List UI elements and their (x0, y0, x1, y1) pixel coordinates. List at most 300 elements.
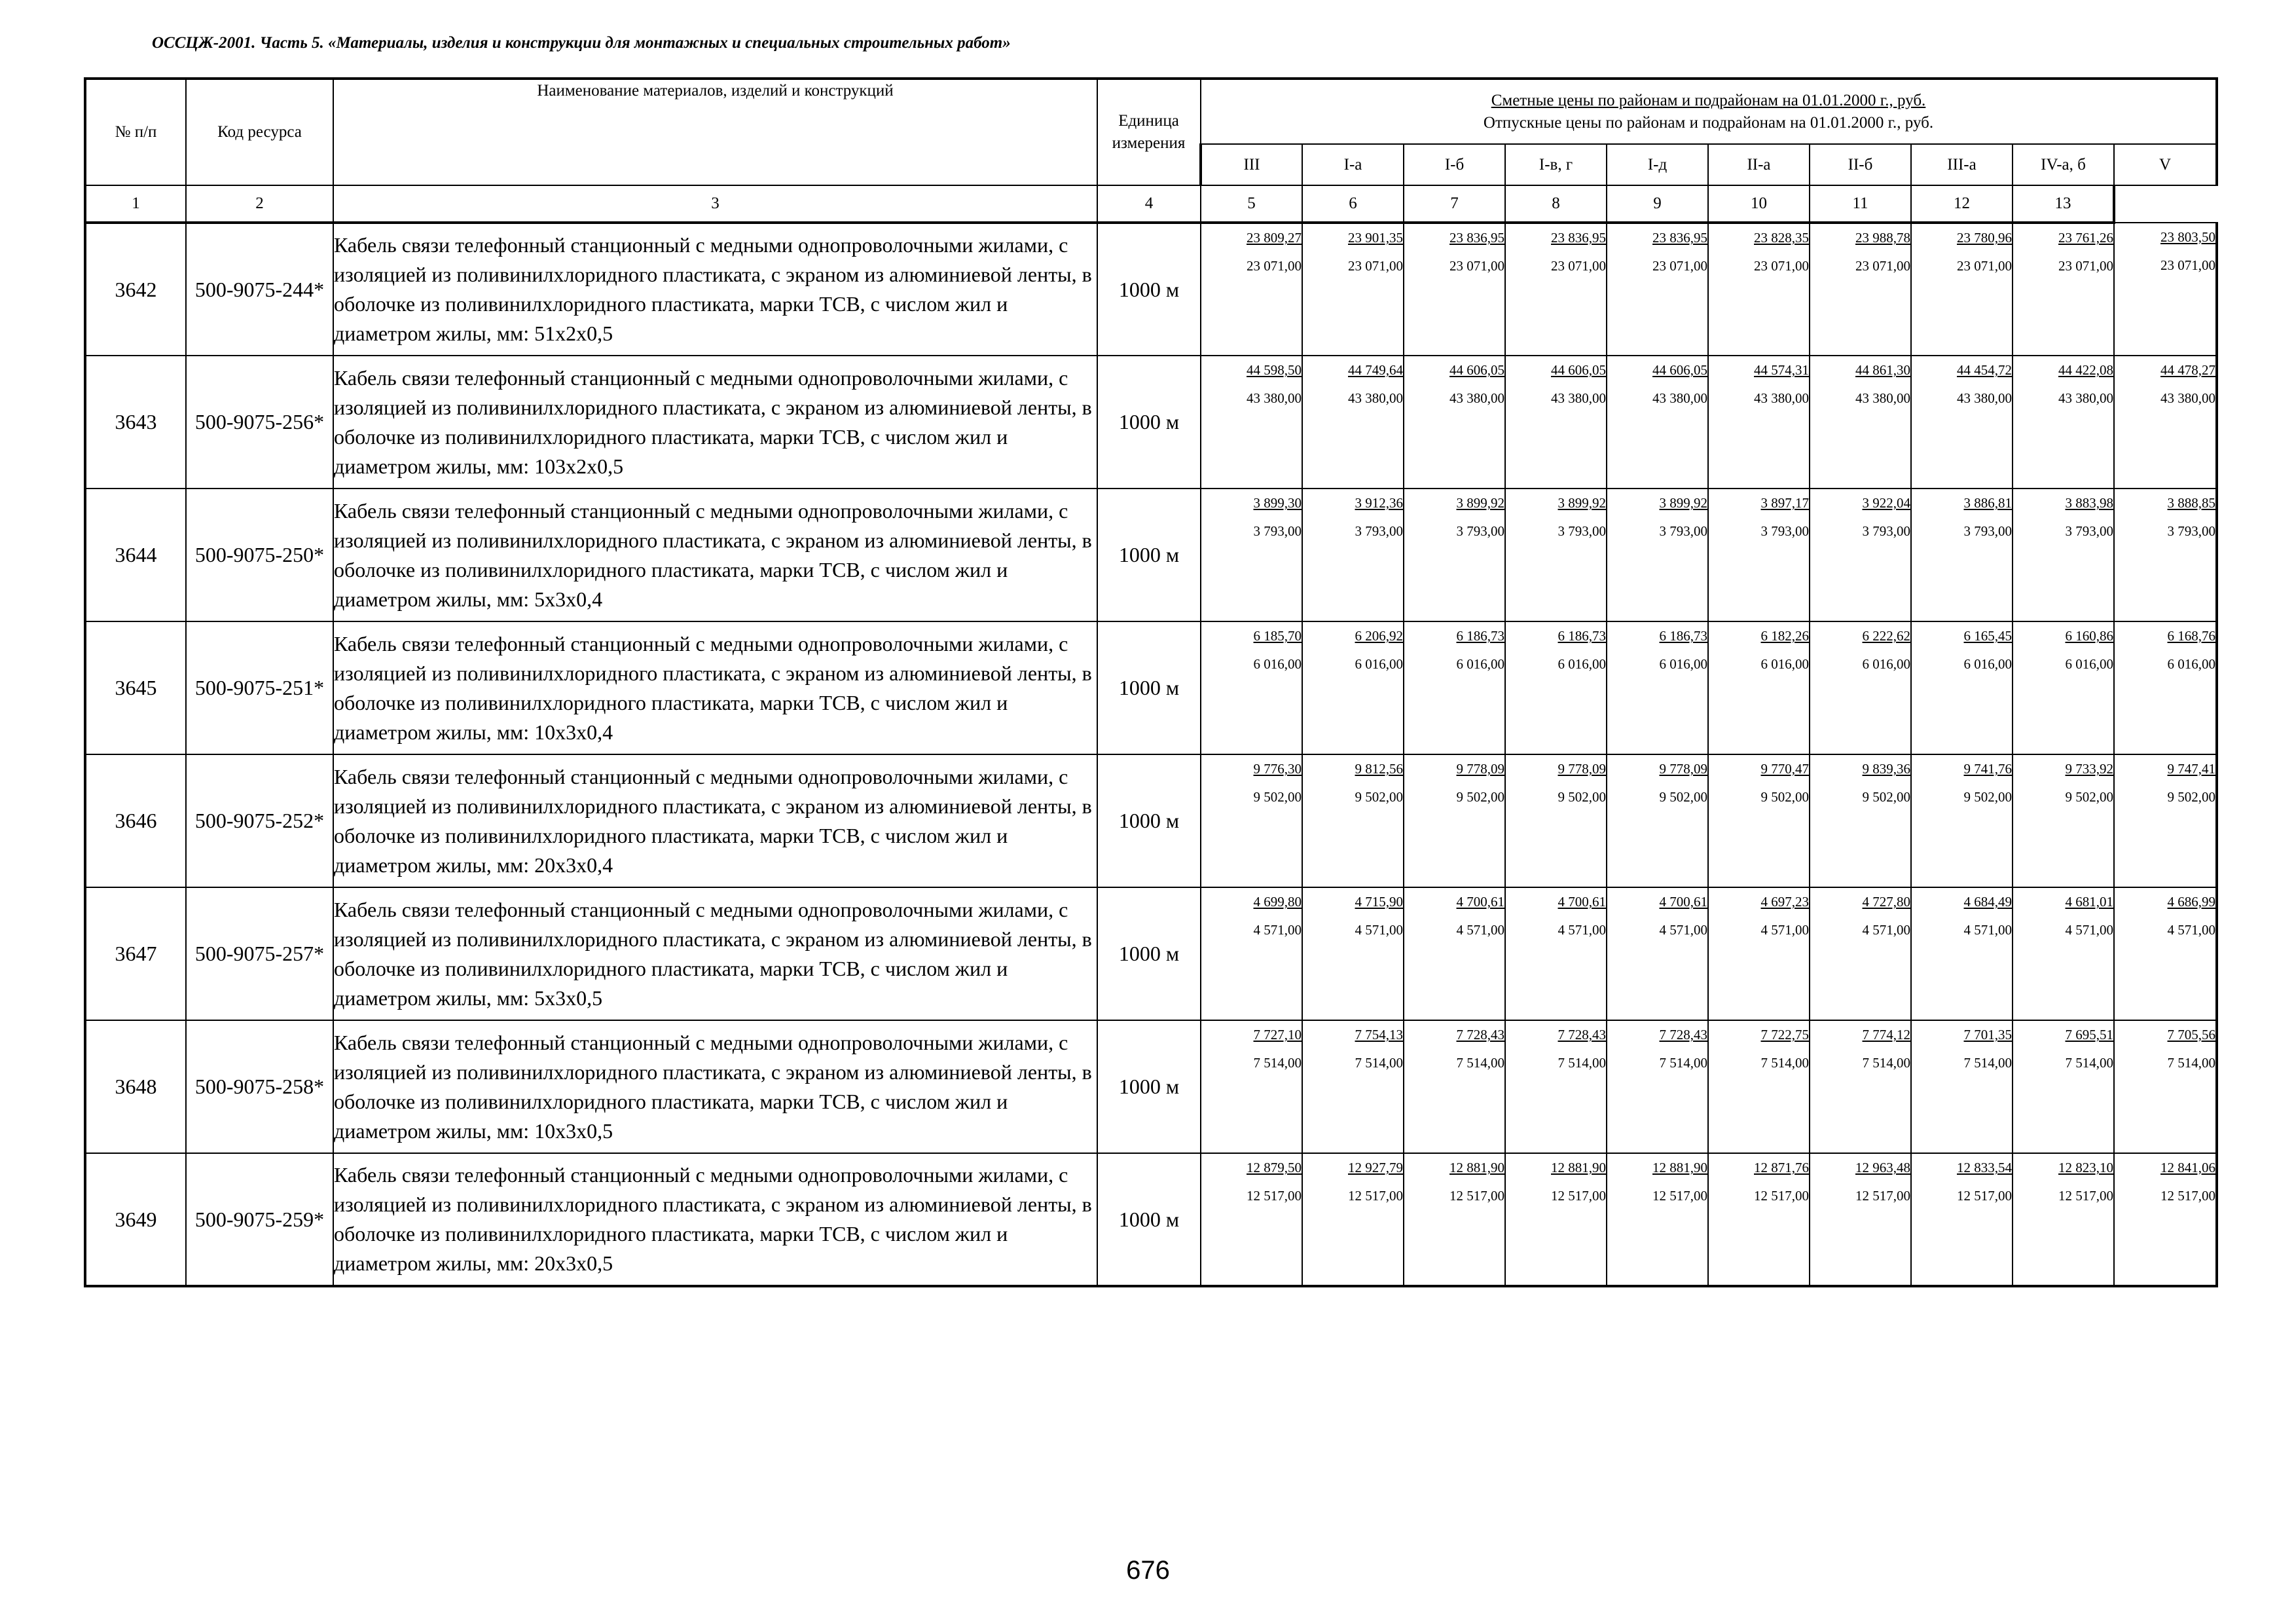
release-price: 9 502,00 (1456, 789, 1504, 805)
release-price: 6 016,00 (1355, 656, 1403, 672)
price-cell (2013, 223, 2114, 356)
estimate-price: 44 606,05 (1652, 362, 1707, 378)
estimate-price: 9 778,09 (1456, 761, 1504, 777)
price-cell (2013, 887, 2114, 1020)
release-price: 3 793,00 (1253, 523, 1302, 539)
release-price: 7 514,00 (1558, 1055, 1606, 1071)
release-price: 7 514,00 (1862, 1055, 1910, 1071)
estimate-price: 3 897,17 (1760, 495, 1809, 511)
unit-of-measure: 1000 м (1097, 887, 1201, 1020)
release-price: 7 514,00 (2065, 1055, 2113, 1071)
price-cell (1201, 1020, 1302, 1153)
resource-code: 500-9075-251* (186, 621, 333, 754)
estimate-price: 7 728,43 (1456, 1027, 1504, 1043)
release-price: 7 514,00 (1456, 1055, 1504, 1071)
estimate-price: 44 478,27 (2160, 362, 2216, 378)
estimate-price: 12 871,76 (1754, 1160, 1809, 1175)
column-numbers-row (85, 185, 2217, 223)
price-cell (1810, 223, 1911, 356)
table-row (85, 223, 2217, 356)
row-number: 3649 (85, 1153, 186, 1286)
column-number: 3 (333, 185, 1097, 223)
price-cell (1201, 356, 1302, 489)
document-header: ОССЦЖ-2001. Часть 5. «Материалы, изделия и конструкции для монтажных и специальных строительных работ» (152, 34, 1011, 52)
item-name: Кабель связи телефонный станционный с медными однопроволочными жилами, с изоляцией из поливинилхлоридного пластиката, с экраном из алюминиевой ленты, в оболочке из поливинилхлоридного пластиката, марки ТСВ, с числом жил и диаметром жилы, мм: 20х3х0,5 (333, 1153, 1097, 1286)
estimate-price: 7 728,43 (1659, 1027, 1707, 1043)
price-cell (1505, 1153, 1607, 1286)
region-header: II-б (1810, 144, 1911, 185)
table-row (85, 1020, 2217, 1153)
release-price: 4 571,00 (1659, 922, 1707, 938)
price-cell (1911, 754, 2013, 887)
unit-of-measure: 1000 м (1097, 356, 1201, 489)
price-cell (1302, 223, 1404, 356)
price-cell (1201, 754, 1302, 887)
estimate-price: 4 686,99 (2167, 894, 2216, 910)
price-cell (1302, 1153, 1404, 1286)
release-price: 23 071,00 (1348, 258, 1403, 274)
estimate-price: 7 695,51 (2065, 1027, 2113, 1043)
resource-code: 500-9075-256* (186, 356, 333, 489)
row-number: 3646 (85, 754, 186, 887)
estimate-price: 3 899,92 (1456, 495, 1504, 511)
price-cell (1404, 621, 1505, 754)
estimate-price: 23 828,35 (1754, 230, 1809, 246)
item-name: Кабель связи телефонный станционный с медными однопроволочными жилами, с изоляцией из поливинилхлоридного пластиката, с экраном из алюминиевой ленты, в оболочке из поливинилхлоридного пластиката, марки ТСВ, с числом жил и диаметром жилы, мм: 10х3х0,5 (333, 1020, 1097, 1153)
price-cell (2013, 621, 2114, 754)
release-price: 7 514,00 (1760, 1055, 1809, 1071)
price-cell (1404, 754, 1505, 887)
resource-code: 500-9075-259* (186, 1153, 333, 1286)
row-number: 3647 (85, 887, 186, 1020)
unit-of-measure: 1000 м (1097, 621, 1201, 754)
price-cell (2013, 1153, 2114, 1286)
release-price: 43 380,00 (1449, 390, 1504, 406)
estimate-price: 9 741,76 (1963, 761, 2012, 777)
price-cell (1708, 223, 1810, 356)
estimate-price: 9 812,56 (1355, 761, 1403, 777)
price-cell (2114, 489, 2217, 621)
row-number: 3643 (85, 356, 186, 489)
estimate-price: 4 715,90 (1355, 894, 1403, 910)
region-header: II-а (1708, 144, 1810, 185)
price-cell (1404, 356, 1505, 489)
price-cell (1708, 1153, 1810, 1286)
price-cell (1302, 887, 1404, 1020)
table-row (85, 489, 2217, 621)
release-price: 4 571,00 (1760, 922, 1809, 938)
release-price: 4 571,00 (1253, 922, 1302, 938)
column-number: 4 (1097, 185, 1201, 223)
estimate-price: 6 185,70 (1253, 628, 1302, 644)
estimate-price: 3 922,04 (1862, 495, 1910, 511)
resource-code: 500-9075-244* (186, 223, 333, 356)
unit-of-measure: 1000 м (1097, 754, 1201, 887)
release-price: 43 380,00 (1957, 390, 2012, 406)
price-cell (1810, 754, 1911, 887)
release-price: 7 514,00 (2167, 1055, 2216, 1071)
resource-code: 500-9075-257* (186, 887, 333, 1020)
price-cell (1607, 356, 1708, 489)
estimate-price: 4 684,49 (1963, 894, 2012, 910)
estimate-price: 3 886,81 (1963, 495, 2012, 511)
release-price: 23 071,00 (1551, 258, 1606, 274)
price-cell (1201, 1153, 1302, 1286)
estimate-price: 23 803,50 (2160, 229, 2216, 245)
release-price: 43 380,00 (1551, 390, 1606, 406)
release-price: 9 502,00 (1355, 789, 1403, 805)
price-cell (1302, 356, 1404, 489)
price-cell (1810, 1153, 1911, 1286)
col-header-prices (1201, 79, 2217, 144)
estimate-price: 23 809,27 (1247, 230, 1302, 246)
price-cell (1302, 621, 1404, 754)
price-cell (1404, 1153, 1505, 1286)
estimate-price: 9 839,36 (1862, 761, 1910, 777)
release-price: 3 793,00 (2167, 523, 2216, 539)
price-cell (2114, 887, 2217, 1020)
price-cell (2114, 621, 2217, 754)
row-number: 3644 (85, 489, 186, 621)
release-price: 6 016,00 (1558, 656, 1606, 672)
column-number: 12 (1911, 185, 2013, 223)
release-price: 43 380,00 (1652, 390, 1707, 406)
release-price: 3 793,00 (2065, 523, 2113, 539)
price-cell (1708, 621, 1810, 754)
release-price: 12 517,00 (1957, 1188, 2012, 1204)
estimate-price: 12 963,48 (1855, 1160, 1910, 1175)
release-price: 12 517,00 (1855, 1188, 1910, 1204)
price-cell (1302, 754, 1404, 887)
price-cell (1505, 356, 1607, 489)
estimate-price: 12 879,50 (1247, 1160, 1302, 1175)
estimate-price: 12 881,90 (1449, 1160, 1504, 1175)
item-name: Кабель связи телефонный станционный с медными однопроволочными жилами, с изоляцией из поливинилхлоридного пластиката, с экраном из алюминиевой ленты, в оболочке из поливинилхлоридного пластиката, марки ТСВ, с числом жил и диаметром жилы, мм: 5х3х0,4 (333, 489, 1097, 621)
price-cell (1404, 489, 1505, 621)
price-cell (1810, 489, 1911, 621)
estimate-price: 3 899,92 (1558, 495, 1606, 511)
release-price: 23 071,00 (1957, 258, 2012, 274)
estimate-price: 23 836,95 (1652, 230, 1707, 246)
release-price: 3 793,00 (1558, 523, 1606, 539)
item-name: Кабель связи телефонный станционный с медными однопроволочными жилами, с изоляцией из поливинилхлоридного пластиката, с экраном из алюминиевой ленты, в оболочке из поливинилхлоридного пластиката, марки ТСВ, с числом жил и диаметром жилы, мм: 10х3х0,4 (333, 621, 1097, 754)
release-price: 9 502,00 (2167, 789, 2216, 805)
price-cell (1708, 754, 1810, 887)
resource-code: 500-9075-252* (186, 754, 333, 887)
region-header: V (2114, 144, 2217, 185)
release-price: 12 517,00 (1652, 1188, 1707, 1204)
unit-of-measure: 1000 м (1097, 223, 1201, 356)
release-price: 43 380,00 (1247, 390, 1302, 406)
release-price: 12 517,00 (1449, 1188, 1504, 1204)
release-price: 3 793,00 (1760, 523, 1809, 539)
estimate-price: 4 700,61 (1558, 894, 1606, 910)
estimate-price: 6 186,73 (1456, 628, 1504, 644)
estimate-price: 4 697,23 (1760, 894, 1809, 910)
release-price: 7 514,00 (1253, 1055, 1302, 1071)
estimate-price: 3 899,92 (1659, 495, 1707, 511)
estimate-price: 23 901,35 (1348, 230, 1403, 246)
price-cell (1810, 356, 1911, 489)
release-price: 43 380,00 (1855, 390, 1910, 406)
estimate-price: 7 705,56 (2167, 1027, 2216, 1043)
row-number: 3642 (85, 223, 186, 356)
estimate-price: 12 927,79 (1348, 1160, 1403, 1175)
row-number: 3648 (85, 1020, 186, 1153)
estimate-price: 12 833,54 (1957, 1160, 2012, 1175)
release-price: 6 016,00 (2167, 656, 2216, 672)
price-cell (1505, 1020, 1607, 1153)
estimate-price: 4 681,01 (2065, 894, 2113, 910)
price-cell (1911, 887, 2013, 1020)
release-price: 23 071,00 (1754, 258, 1809, 274)
price-cell (1302, 1020, 1404, 1153)
release-price: 23 071,00 (1855, 258, 1910, 274)
release-price: 3 793,00 (1659, 523, 1707, 539)
table-body (85, 223, 2217, 1286)
release-price: 4 571,00 (1558, 922, 1606, 938)
release-price: 43 380,00 (2058, 390, 2113, 406)
estimate-price: 6 165,45 (1963, 628, 2012, 644)
estimate-price: 44 606,05 (1449, 362, 1504, 378)
price-cell (1505, 754, 1607, 887)
col-header-name: Наименование материалов, изделий и конструкций (333, 79, 1097, 185)
estimate-price: 3 899,30 (1253, 495, 1302, 511)
price-cell (1201, 489, 1302, 621)
release-price: 4 571,00 (1355, 922, 1403, 938)
release-price: 12 517,00 (1247, 1188, 1302, 1204)
price-cell (2013, 1020, 2114, 1153)
release-price: 4 571,00 (2065, 922, 2113, 938)
estimate-price: 3 912,36 (1355, 495, 1403, 511)
estimate-price: 6 206,92 (1355, 628, 1403, 644)
release-price: 23 071,00 (1247, 258, 1302, 274)
unit-of-measure: 1000 м (1097, 489, 1201, 621)
price-cell (1607, 887, 1708, 1020)
estimate-price: 9 776,30 (1253, 761, 1302, 777)
column-number: 11 (1810, 185, 1911, 223)
price-cell (1911, 621, 2013, 754)
estimate-price: 4 700,61 (1456, 894, 1504, 910)
unit-of-measure: 1000 м (1097, 1153, 1201, 1286)
estimate-price: 44 454,72 (1957, 362, 2012, 378)
estimate-price: 23 836,95 (1551, 230, 1606, 246)
price-cell (1607, 621, 1708, 754)
column-number: 8 (1505, 185, 1607, 223)
release-price: 6 016,00 (1862, 656, 1910, 672)
column-number: 10 (1708, 185, 1810, 223)
unit-of-measure: 1000 м (1097, 1020, 1201, 1153)
estimate-price: 44 574,31 (1754, 362, 1809, 378)
price-cell (1505, 621, 1607, 754)
estimate-price: 6 168,76 (2167, 628, 2216, 644)
price-cell (1810, 1020, 1911, 1153)
release-price: 3 793,00 (1963, 523, 2012, 539)
estimate-price: 44 422,08 (2058, 362, 2113, 378)
column-number: 7 (1404, 185, 1505, 223)
release-price: 12 517,00 (1551, 1188, 1606, 1204)
price-cell (1505, 887, 1607, 1020)
estimate-price: 44 598,50 (1247, 362, 1302, 378)
release-price: 12 517,00 (1348, 1188, 1403, 1204)
release-price: 9 502,00 (1862, 789, 1910, 805)
release-price: 12 517,00 (2160, 1188, 2216, 1204)
col-header-num: № п/п (85, 79, 186, 185)
price-cell (1708, 1020, 1810, 1153)
price-cell (2114, 1020, 2217, 1153)
estimate-price: 4 699,80 (1253, 894, 1302, 910)
estimate-price: 12 881,90 (1652, 1160, 1707, 1175)
region-header: III (1201, 144, 1302, 185)
estimate-price: 9 747,41 (2167, 761, 2216, 777)
price-table (84, 77, 2218, 1287)
estimate-price: 3 883,98 (2065, 495, 2113, 511)
price-cell (1708, 489, 1810, 621)
page-number: 676 (1126, 1556, 1170, 1585)
release-price: 43 380,00 (2160, 390, 2216, 406)
release-price: 23 071,00 (1652, 258, 1707, 274)
item-name: Кабель связи телефонный станционный с медными однопроволочными жилами, с изоляцией из поливинилхлоридного пластиката, с экраном из алюминиевой ленты, в оболочке из поливинилхлоридного пластиката, марки ТСВ, с числом жил и диаметром жилы, мм: 51х2х0,5 (333, 223, 1097, 356)
column-number: 13 (2013, 185, 2114, 223)
estimate-price: 7 754,13 (1355, 1027, 1403, 1043)
table-row (85, 356, 2217, 489)
price-cell (1708, 356, 1810, 489)
release-price: 4 571,00 (1862, 922, 1910, 938)
release-price: 3 793,00 (1456, 523, 1504, 539)
release-price: 4 571,00 (1456, 922, 1504, 938)
table-row (85, 1153, 2217, 1286)
estimate-price: 23 761,26 (2058, 230, 2113, 246)
region-header: I-а (1302, 144, 1404, 185)
estimate-price: 6 186,73 (1558, 628, 1606, 644)
estimate-price: 9 778,09 (1659, 761, 1707, 777)
estimate-price: 4 727,80 (1862, 894, 1910, 910)
estimate-price: 7 701,35 (1963, 1027, 2012, 1043)
price-cell (2114, 223, 2217, 356)
price-cell (1911, 1153, 2013, 1286)
item-name: Кабель связи телефонный станционный с медными однопроволочными жилами, с изоляцией из поливинилхлоридного пластиката, с экраном из алюминиевой ленты, в оболочке из поливинилхлоридного пластиката, марки ТСВ, с числом жил и диаметром жилы, мм: 5х3х0,5 (333, 887, 1097, 1020)
estimate-price: 6 182,26 (1760, 628, 1809, 644)
release-price: 7 514,00 (1659, 1055, 1707, 1071)
price-cell (1404, 887, 1505, 1020)
estimate-price: 6 222,62 (1862, 628, 1910, 644)
table-row (85, 887, 2217, 1020)
price-cell (1911, 356, 2013, 489)
price-cell (1201, 223, 1302, 356)
release-price: 9 502,00 (1558, 789, 1606, 805)
price-cell (1201, 887, 1302, 1020)
release-price: 12 517,00 (2058, 1188, 2113, 1204)
price-cell (1404, 223, 1505, 356)
price-cell (1810, 621, 1911, 754)
estimate-price: 7 727,10 (1253, 1027, 1302, 1043)
estimate-price: 7 728,43 (1558, 1027, 1606, 1043)
release-price: 3 793,00 (1355, 523, 1403, 539)
release-price: 9 502,00 (2065, 789, 2113, 805)
region-header: I-б (1404, 144, 1505, 185)
release-price: 6 016,00 (1659, 656, 1707, 672)
release-price: 9 502,00 (1253, 789, 1302, 805)
release-price: 6 016,00 (2065, 656, 2113, 672)
column-number: 6 (1302, 185, 1404, 223)
release-price: 3 793,00 (1862, 523, 1910, 539)
release-price: 23 071,00 (1449, 258, 1504, 274)
release-price: 4 571,00 (2167, 922, 2216, 938)
prices-caption-release: Отпускные цены по районам и подрайонам на 01.01.2000 г., руб. (1483, 113, 1934, 132)
release-price: 12 517,00 (1754, 1188, 1809, 1204)
price-cell (1607, 489, 1708, 621)
price-cell (1607, 1153, 1708, 1286)
estimate-price: 12 841,06 (2160, 1160, 2216, 1175)
table-row (85, 754, 2217, 887)
release-price: 9 502,00 (1963, 789, 2012, 805)
price-cell (2013, 489, 2114, 621)
price-cell (2013, 754, 2114, 887)
estimate-price: 9 733,92 (2065, 761, 2113, 777)
estimate-price: 23 780,96 (1957, 230, 2012, 246)
column-number: 5 (1201, 185, 1302, 223)
price-cell (1404, 1020, 1505, 1153)
release-price: 43 380,00 (1348, 390, 1403, 406)
price-cell (1505, 223, 1607, 356)
region-header: I-д (1607, 144, 1708, 185)
release-price: 6 016,00 (1963, 656, 2012, 672)
column-number: 9 (1607, 185, 1708, 223)
estimate-price: 7 722,75 (1760, 1027, 1809, 1043)
release-price: 7 514,00 (1355, 1055, 1403, 1071)
price-cell (1607, 223, 1708, 356)
price-cell (1911, 1020, 2013, 1153)
release-price: 6 016,00 (1760, 656, 1809, 672)
estimate-price: 23 836,95 (1449, 230, 1504, 246)
estimate-price: 9 770,47 (1760, 761, 1809, 777)
table-row (85, 621, 2217, 754)
estimate-price: 3 888,85 (2167, 495, 2216, 511)
release-price: 43 380,00 (1754, 390, 1809, 406)
item-name: Кабель связи телефонный станционный с медными однопроволочными жилами, с изоляцией из поливинилхлоридного пластиката, с экраном из алюминиевой ленты, в оболочке из поливинилхлоридного пластиката, марки ТСВ, с числом жил и диаметром жилы, мм: 20х3х0,4 (333, 754, 1097, 887)
estimate-price: 44 606,05 (1551, 362, 1606, 378)
row-number: 3645 (85, 621, 186, 754)
col-header-code: Код ресурса (186, 79, 333, 185)
region-header: I-в, г (1505, 144, 1607, 185)
price-cell (1302, 489, 1404, 621)
price-cell (2114, 356, 2217, 489)
release-price: 9 502,00 (1659, 789, 1707, 805)
price-cell (1911, 223, 2013, 356)
item-name: Кабель связи телефонный станционный с медными однопроволочными жилами, с изоляцией из поливинилхлоридного пластиката, с экраном из алюминиевой ленты, в оболочке из поливинилхлоридного пластиката, марки ТСВ, с числом жил и диаметром жилы, мм: 103х2х0,5 (333, 356, 1097, 489)
estimate-price: 44 861,30 (1855, 362, 1910, 378)
estimate-price: 6 160,86 (2065, 628, 2113, 644)
price-cell (1607, 754, 1708, 887)
estimate-price: 9 778,09 (1558, 761, 1606, 777)
price-cell (1708, 887, 1810, 1020)
prices-caption-estimate: Сметные цены по районам и подрайонам на 01.01.2000 г., руб. (1491, 91, 1926, 109)
release-price: 23 071,00 (2058, 258, 2113, 274)
estimate-price: 6 186,73 (1659, 628, 1707, 644)
release-price: 6 016,00 (1456, 656, 1504, 672)
price-cell (1911, 489, 2013, 621)
resource-code: 500-9075-258* (186, 1020, 333, 1153)
release-price: 4 571,00 (1963, 922, 2012, 938)
estimate-price: 44 749,64 (1348, 362, 1403, 378)
estimate-price: 4 700,61 (1659, 894, 1707, 910)
resource-code: 500-9075-250* (186, 489, 333, 621)
release-price: 7 514,00 (1963, 1055, 2012, 1071)
release-price: 9 502,00 (1760, 789, 1809, 805)
price-cell (1201, 621, 1302, 754)
column-number: 1 (85, 185, 186, 223)
price-cell (2013, 356, 2114, 489)
